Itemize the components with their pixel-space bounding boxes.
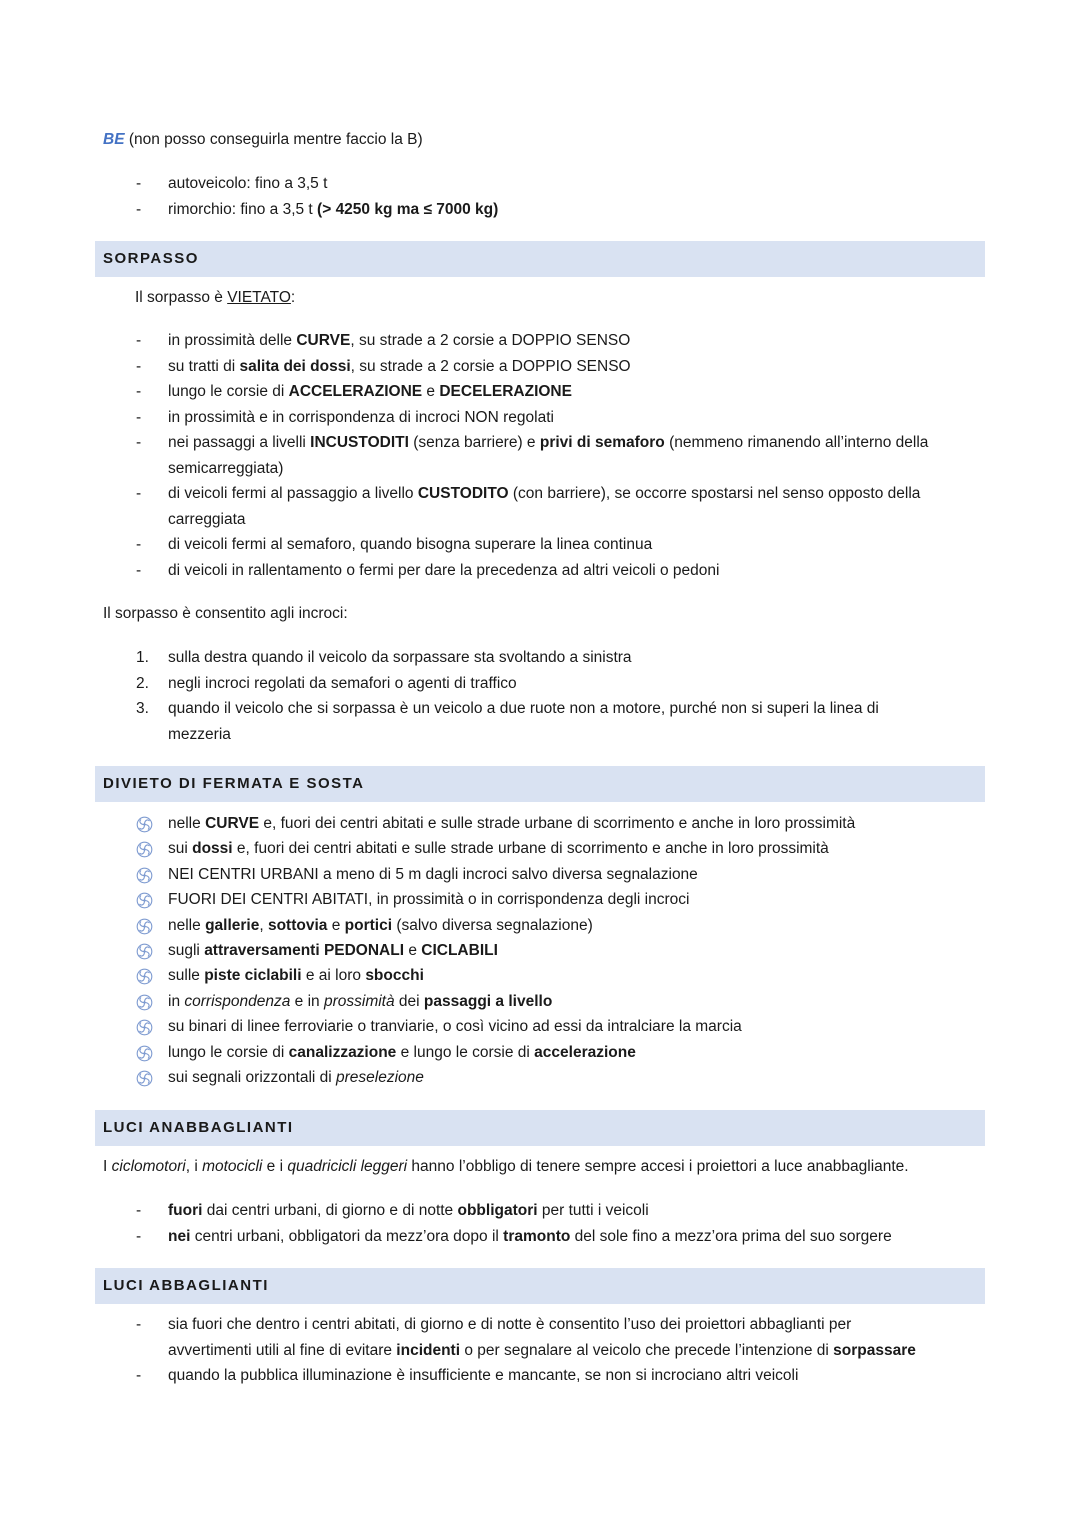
text-run: NEI CENTRI URBANI a meno di 5 m dagli incroci salvo diversa segnalazione (168, 865, 698, 883)
text-run: e lungo le corsie di (396, 1043, 535, 1061)
list-item-text (168, 433, 928, 453)
text-run: quadricicli leggeri (287, 1158, 408, 1175)
list-item (0, 865, 1080, 885)
text-run: fuori (168, 1202, 203, 1219)
text-run: di veicoli in rallentamento o fermi per dare la precedenza ad altri veicoli o pedoni (168, 561, 720, 579)
list-item-text (168, 814, 855, 834)
list-item (0, 1043, 1080, 1063)
list-item (0, 1227, 1080, 1247)
list-item-text (168, 1201, 649, 1221)
list-item (0, 408, 1080, 428)
text-run: passaggi a livello (423, 992, 553, 1010)
list-item-text (168, 1043, 636, 1063)
list-item-text (168, 941, 498, 961)
list-item (0, 1017, 1080, 1037)
text-run: , i (185, 1158, 203, 1175)
text-run: attraversamenti PEDONALI (204, 942, 405, 959)
list-item-continuation (0, 1341, 1080, 1361)
dash-marker: - (136, 485, 142, 502)
text-run: in prossimità delle (168, 332, 297, 349)
text-run: sulla destra quando il veicolo da sorpassare sta svoltando a sinistra (168, 649, 632, 666)
dash-marker: - (136, 332, 142, 349)
list-item (0, 535, 1080, 555)
dash-marker: - (136, 1367, 142, 1384)
text-run: del sole fino a mezz’ora prima del suo sorgere (570, 1227, 892, 1245)
text-run: ciclomotori (111, 1158, 186, 1175)
swirl-bullet-icon (136, 1045, 153, 1062)
text-run: mezzeria (168, 725, 231, 743)
list-item-text (168, 865, 698, 885)
dash-marker: - (136, 1202, 142, 1219)
list-item-text (168, 839, 829, 859)
text-run: sui (168, 840, 193, 858)
text-run: quando il veicolo che si sorpassa è un veicolo a due ruote non a motore, purché non si superi la linea di (168, 700, 879, 717)
text-run: lungo le corsie di (168, 383, 289, 400)
section-header-abbaglianti (95, 1268, 985, 1304)
text-run: e (327, 916, 345, 934)
text-run: nelle (168, 815, 206, 832)
dash-marker: - (136, 383, 142, 400)
swirl-bullet-icon (136, 892, 153, 909)
text-run: INCUSTODITI (310, 434, 409, 451)
list-item-text (168, 966, 424, 986)
text-run: tramonto (503, 1227, 571, 1245)
list-item (0, 484, 1080, 504)
list-item (0, 839, 1080, 859)
text-run: ACCELERAZIONE (288, 383, 423, 400)
text-run: o per segnalare al veicolo che precede l’intenzione di (460, 1341, 834, 1359)
text-run: nei passaggi a livelli (168, 434, 311, 451)
list-item-text (168, 200, 498, 220)
list-item-continuation (0, 459, 1080, 479)
text-run: salita dei dossi (239, 357, 351, 375)
list-item (0, 1315, 1080, 1335)
text-run: dai centri urbani, di giorno e di notte (202, 1202, 458, 1219)
list-item-text (168, 459, 283, 479)
text-run: (senza barriere) e (408, 434, 540, 451)
text-run: piste ciclabili (204, 967, 302, 985)
list-item (0, 357, 1080, 377)
list-item (0, 200, 1080, 220)
text-run: incidenti (396, 1341, 461, 1359)
sorpasso-intro-2: Il sorpasso è consentito agli incroci: (103, 605, 348, 622)
text-run: e, fuori dei centri abitati e sulle strade urbane di scorrimento e anche in loro prossimità (232, 840, 829, 858)
list-item-text (168, 1017, 742, 1037)
text-run: sia fuori che dentro i centri abitati, di giorno e di notte è consentito l’uso dei proiettori abbaglianti per (168, 1316, 852, 1333)
anabbaglianti-intro (103, 1157, 909, 1177)
text-run: FUORI DEI CENTRI ABITATI, in prossimità o in corrispondenza degli incroci (168, 891, 690, 909)
list-item (0, 561, 1080, 581)
list-item (0, 1366, 1080, 1386)
list-item-text (168, 510, 246, 530)
text-run: , su strade a 2 corsie a DOPPIO SENSO (350, 332, 631, 349)
text-run: su binari di linee ferroviarie o tranviarie, o così vicino ad essi da intralciare la marcia (168, 1018, 742, 1036)
list-item-text (168, 1341, 916, 1361)
be-label: BE (103, 131, 125, 148)
list-item-continuation (0, 510, 1080, 530)
text-run: e, fuori dei centri abitati e sulle strade urbane di scorrimento e anche in loro prossimità (259, 815, 856, 832)
section-title: DIVIETO DI FERMATA E SOSTA (103, 775, 365, 792)
text-run: sorpassare (833, 1341, 916, 1359)
text-run: quando la pubblica illuminazione è insufficiente e mancante, se non si incrociano altri veicoli (168, 1367, 799, 1384)
text-run: autoveicolo: fino a 3,5 t (168, 175, 328, 192)
numbered-item (0, 699, 1080, 719)
text-run: sottovia (267, 916, 328, 934)
text-run: per tutti i veicoli (537, 1202, 649, 1219)
text-run: motocicli (202, 1158, 263, 1175)
text-run: sulle (168, 967, 205, 985)
text-run: (salvo diversa segnalazione) (392, 916, 593, 934)
text-run: corrispondenza (184, 992, 291, 1010)
dash-marker: - (136, 1227, 142, 1245)
text-run: CICLABILI (421, 942, 498, 959)
list-item-text (168, 699, 879, 719)
list-item-text (168, 1315, 851, 1335)
list-item (0, 174, 1080, 194)
text-run: accelerazione (534, 1043, 636, 1061)
list-item (0, 941, 1080, 961)
swirl-bullet-icon (136, 867, 153, 884)
text-run: DECELERAZIONE (439, 383, 572, 400)
numbered-item (0, 674, 1080, 694)
text-run: canalizzazione (288, 1043, 397, 1061)
be-heading (103, 130, 423, 150)
text-run: di veicoli fermi al passaggio a livello (168, 485, 418, 502)
text-run: privi di semaforo (539, 434, 665, 451)
list-item-text (168, 916, 593, 936)
dash-marker: - (136, 200, 142, 218)
list-item-text (168, 561, 719, 581)
swirl-bullet-icon (136, 816, 153, 833)
dash-marker: - (136, 536, 142, 553)
list-item (0, 433, 1080, 453)
text-run: rimorchio: fino a 3,5 t (168, 200, 318, 218)
text-run: : (290, 289, 296, 306)
text-run: CURVE (296, 332, 351, 349)
list-item (0, 966, 1080, 986)
list-item (0, 331, 1080, 351)
text-run: sbocchi (365, 967, 424, 985)
text-run: e in (290, 992, 324, 1010)
text-run: gallerie (205, 916, 260, 934)
text-run: (nemmeno rimanendo all’interno della (664, 434, 929, 451)
list-item-text (168, 1227, 892, 1247)
text-run: sugli (168, 942, 205, 959)
item-number: 3. (136, 700, 149, 717)
list-item-text (168, 357, 631, 377)
list-item-text (168, 408, 554, 428)
text-run: preselezione (336, 1069, 424, 1086)
text-run: avvertimenti utili al fine di evitare (168, 1341, 397, 1359)
list-item-text (168, 1366, 798, 1386)
list-item (0, 1068, 1080, 1088)
list-item-text (168, 674, 517, 694)
text-run: prossimità (323, 992, 395, 1010)
text-run: , su strade a 2 corsie a DOPPIO SENSO (350, 357, 631, 375)
text-run: nei (168, 1227, 191, 1245)
text-run: I (103, 1158, 112, 1175)
text-run: (> 4250 kg ma ≤ 7000 kg) (317, 200, 499, 218)
text-run: CURVE (205, 815, 260, 832)
list-item-text (168, 174, 327, 194)
numbered-item (0, 648, 1080, 668)
dash-marker: - (136, 175, 142, 192)
dash-marker: - (136, 561, 142, 579)
text-run: (con barriere), se occorre spostarsi nel senso opposto della (508, 485, 921, 502)
list-item-text (168, 725, 231, 745)
section-title: SORPASSO (103, 250, 199, 267)
dash-marker: - (136, 357, 142, 375)
text-run: portici (344, 916, 393, 934)
item-number: 1. (136, 649, 149, 666)
list-item (0, 890, 1080, 910)
text-run: dossi (192, 840, 233, 858)
list-item-text (168, 484, 920, 504)
text-run: sui segnali orizzontali di (168, 1069, 337, 1086)
list-item (0, 814, 1080, 834)
list-item-text (168, 1068, 424, 1088)
item-number: 2. (136, 674, 149, 692)
text-run: dei (394, 992, 424, 1010)
text-run: carreggiata (168, 510, 246, 528)
swirl-bullet-icon (136, 968, 153, 985)
text-run: in (168, 992, 185, 1010)
text-run: nelle (168, 916, 206, 934)
text-run: hanno l’obbligo di tenere sempre accesi i proiettori a luce anabbagliante. (407, 1158, 909, 1175)
swirl-bullet-icon (136, 1070, 153, 1087)
list-item-text (168, 648, 632, 668)
text-run: CUSTODITO (417, 485, 509, 502)
list-item (0, 992, 1080, 1012)
sorpasso-intro (135, 288, 295, 308)
list-item (0, 916, 1080, 936)
swirl-bullet-icon (136, 918, 153, 935)
text-run: in prossimità e in corrispondenza di incroci NON regolati (168, 408, 554, 426)
text-run: e (404, 942, 422, 959)
swirl-bullet-icon (136, 943, 153, 960)
list-item-text (168, 535, 652, 555)
dash-marker: - (136, 408, 142, 426)
list-item (0, 1201, 1080, 1221)
section-header-divieto (95, 766, 985, 802)
dash-marker: - (136, 1316, 142, 1333)
list-item (0, 382, 1080, 402)
text-run: VIETATO (227, 289, 291, 306)
section-header-sorpasso (95, 241, 985, 277)
section-title: LUCI ABBAGLIANTI (103, 1277, 269, 1294)
text-run: negli incroci regolati da semafori o agenti di traffico (168, 674, 517, 692)
swirl-bullet-icon (136, 1019, 153, 1036)
text-run: di veicoli fermi al semaforo, quando bisogna superare la linea continua (168, 536, 653, 553)
list-item-text (168, 890, 689, 910)
dash-marker: - (136, 434, 142, 451)
text-run: Il sorpasso è (135, 289, 228, 306)
text-run: obbligatori (457, 1202, 538, 1219)
text-run: lungo le corsie di (168, 1043, 289, 1061)
list-item-text (168, 331, 630, 351)
section-header-anabbaglianti (95, 1110, 985, 1146)
swirl-bullet-icon (136, 841, 153, 858)
text-run: , (259, 916, 268, 934)
swirl-bullet-icon (136, 994, 153, 1011)
text-run: su tratti di (168, 357, 240, 375)
text-run: semicarreggiata) (168, 459, 284, 477)
text-run: e ai loro (301, 967, 366, 985)
text-run: centri urbani, obbligatori da mezz’ora dopo il (190, 1227, 504, 1245)
be-note: (non posso conseguirla mentre faccio la B) (124, 131, 423, 148)
text-run: e (422, 383, 440, 400)
numbered-item-continuation (0, 725, 1080, 745)
list-item-text (168, 992, 552, 1012)
text-run: e i (262, 1158, 288, 1175)
list-item-text (168, 382, 572, 402)
section-title: LUCI ANABBAGLIANTI (103, 1119, 294, 1136)
